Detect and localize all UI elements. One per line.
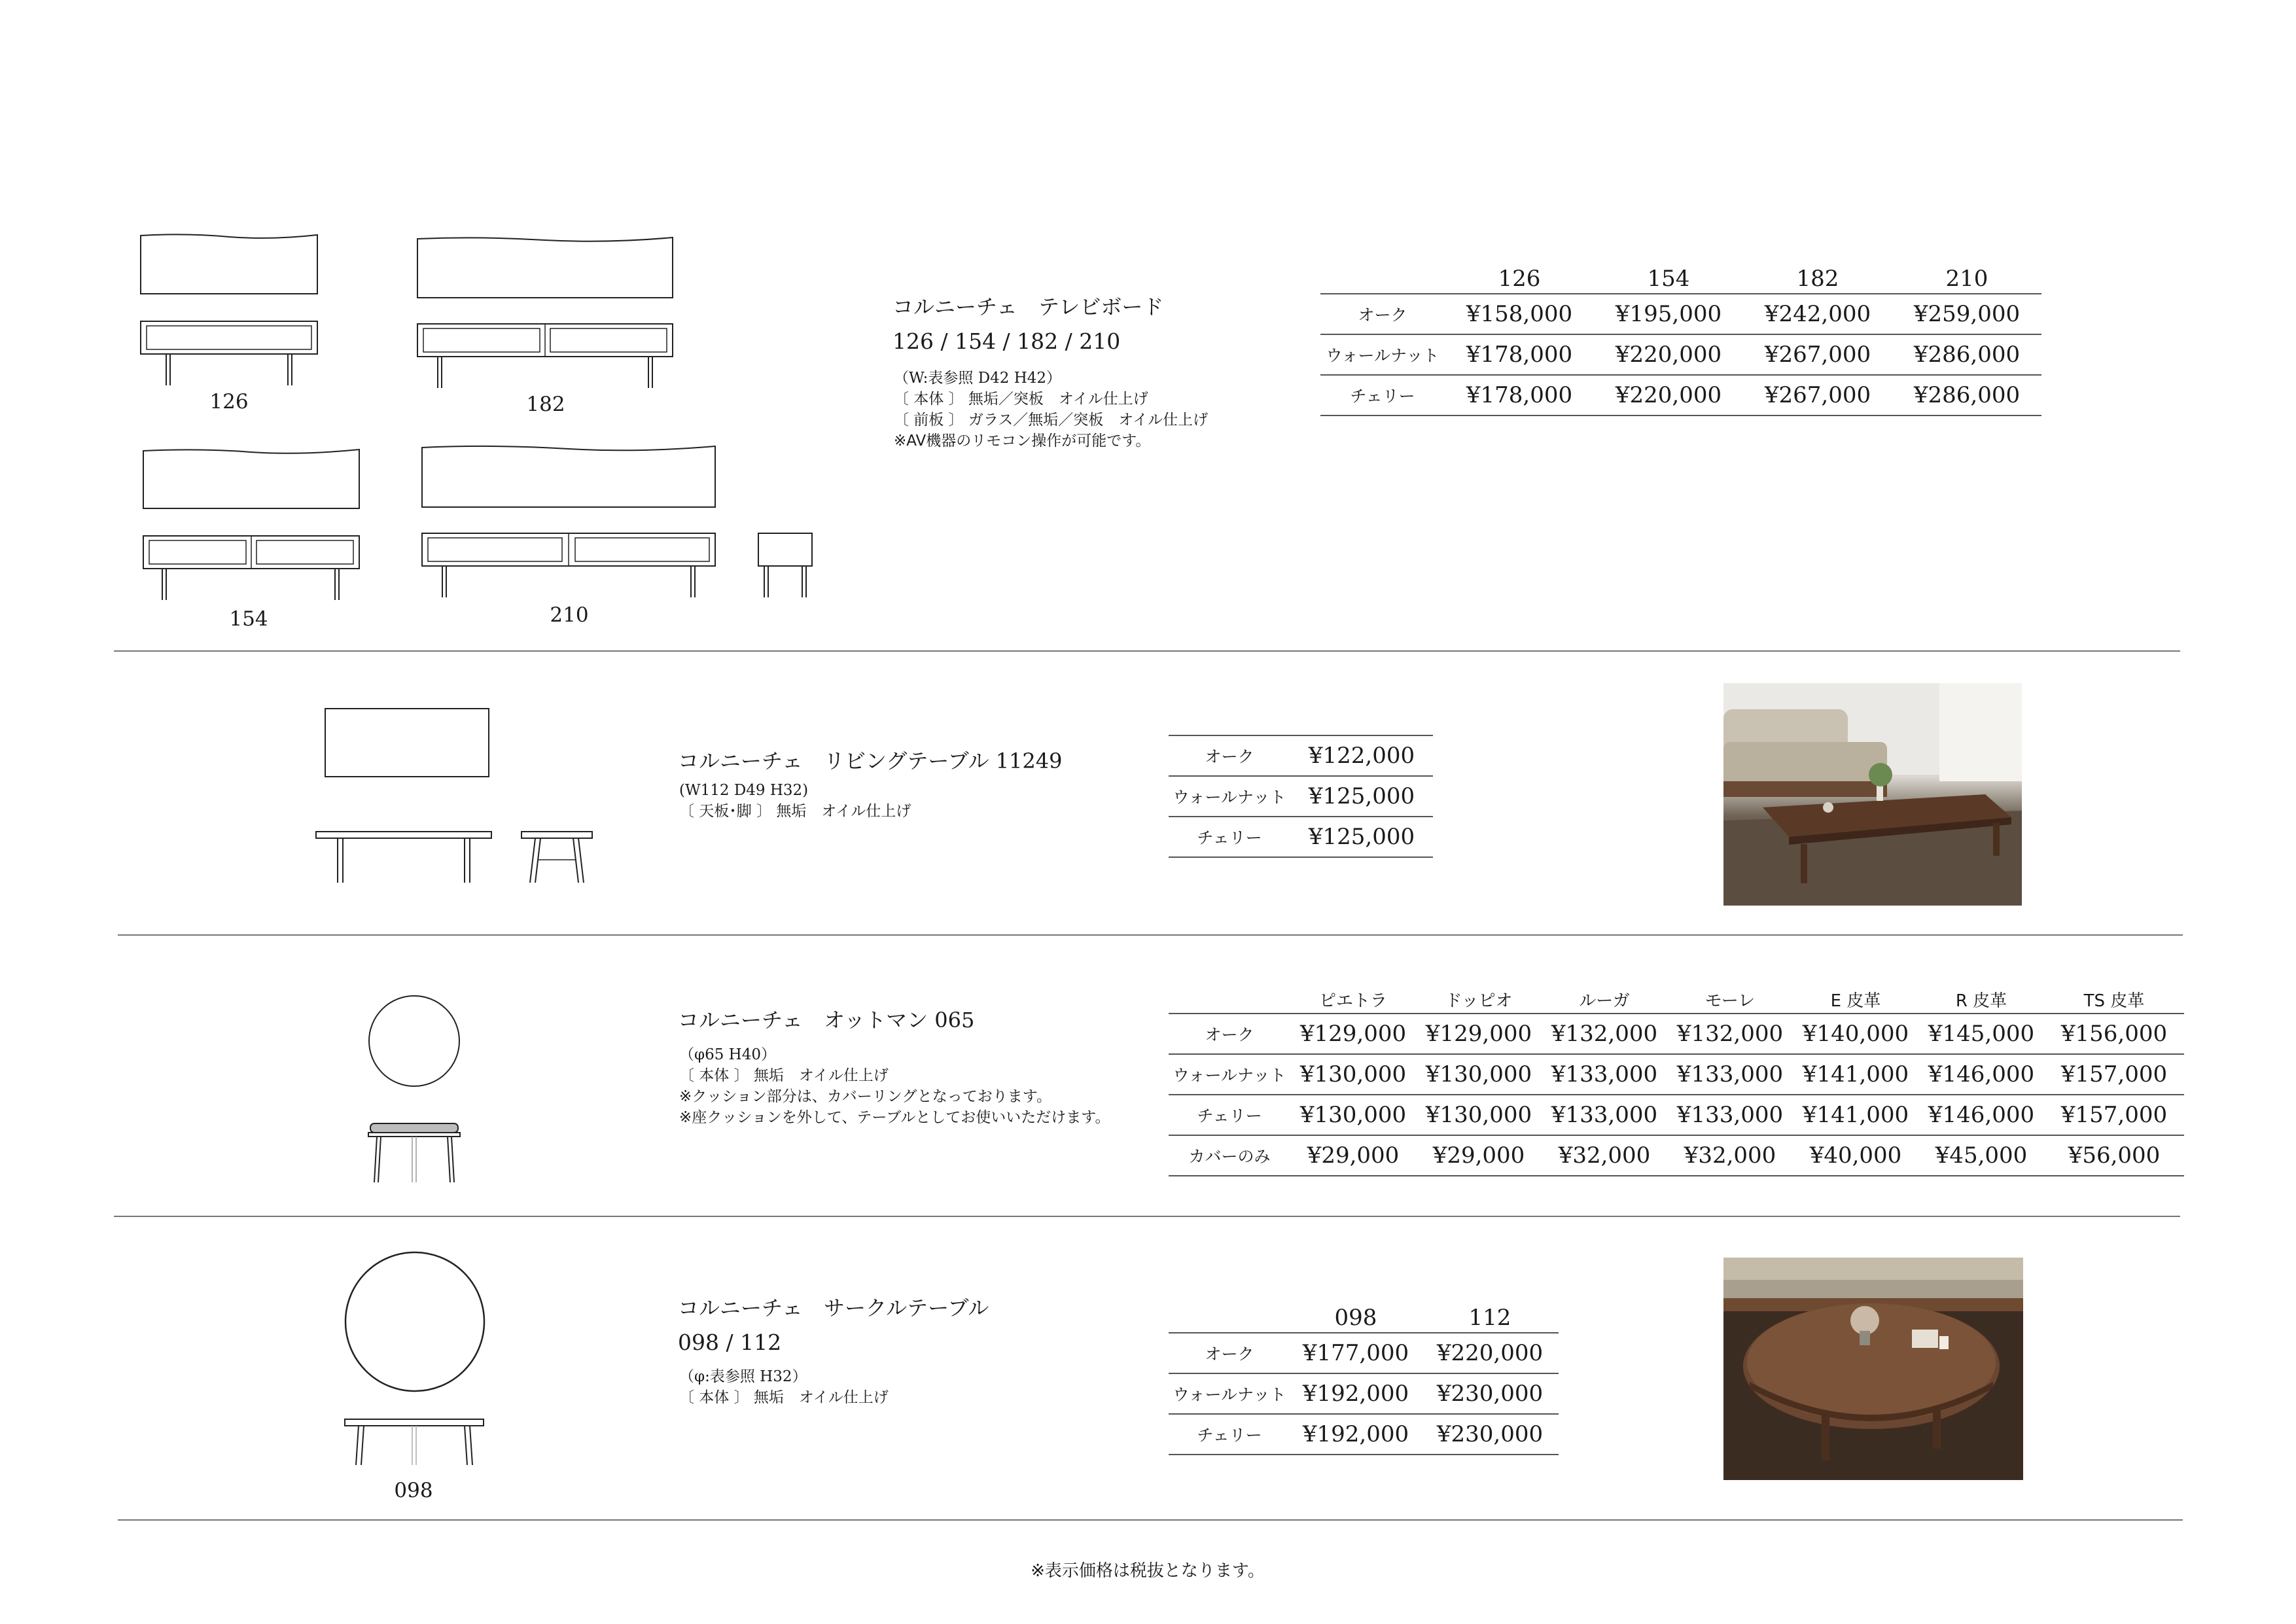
column-header: 126 <box>1498 266 1541 292</box>
price-cell: ¥130,000 <box>1299 1102 1407 1128</box>
living-table-photo <box>1723 683 2022 906</box>
circle-table-front-view <box>344 1419 484 1466</box>
table-row <box>1169 776 1433 817</box>
row-label: チェリー <box>1197 1106 1262 1125</box>
living-table-front-view <box>315 831 492 883</box>
row-label: オーク <box>1358 306 1407 325</box>
price-cell: ¥192,000 <box>1302 1381 1409 1407</box>
table-row <box>1169 1333 1559 1373</box>
tax-footnote: ※表示価格は税抜となります。 <box>1031 1561 1265 1581</box>
row-label: カバーのみ <box>1188 1147 1271 1166</box>
ottoman-title: コルニーチェ オットマン 065 <box>678 1008 975 1033</box>
spec-line: （W:表参照 D42 H42） <box>894 370 1062 387</box>
price-cell: ¥220,000 <box>1615 342 1722 368</box>
row-label: オーク <box>1205 1345 1254 1364</box>
price-cell: ¥146,000 <box>1928 1102 2035 1128</box>
row-label: チェリー <box>1197 1426 1262 1445</box>
circle-table-price-table <box>1169 1299 1559 1455</box>
tvboard-sizes: 126 / 154 / 182 / 210 <box>892 328 1121 354</box>
tvboard-126-label: 126 <box>209 390 249 414</box>
column-header: 112 <box>1468 1305 1511 1331</box>
table-row <box>1320 334 2041 375</box>
price-cell: ¥195,000 <box>1615 301 1722 327</box>
tvboard-price-table <box>1320 260 2041 416</box>
price-cell: ¥242,000 <box>1764 301 1871 327</box>
price-cell: ¥129,000 <box>1299 1021 1407 1047</box>
circle-table-photo <box>1723 1258 2023 1480</box>
spec-line: 〔 前板 〕 ガラス／無垢／突板 オイル仕上げ <box>894 412 1209 429</box>
tvboard-210-label: 210 <box>550 603 589 627</box>
ottoman-price-table <box>1169 980 2184 1176</box>
row-label: ウォールナット <box>1173 1385 1286 1404</box>
spec-line: （φ65 H40） <box>679 1046 777 1063</box>
section-divider <box>114 1216 2180 1217</box>
row-label: オーク <box>1205 1025 1254 1044</box>
price-cell: ¥125,000 <box>1308 824 1415 850</box>
section-divider <box>118 1519 2183 1521</box>
price-cell: ¥45,000 <box>1935 1142 2028 1169</box>
price-cell: ¥133,000 <box>1551 1061 1658 1087</box>
tvboard-182-label: 182 <box>526 393 565 416</box>
price-cell: ¥192,000 <box>1302 1421 1409 1447</box>
row-label: ウォールナット <box>1173 1066 1286 1085</box>
spec-line: (W112 D49 H32) <box>679 782 809 799</box>
tvboard-126-front-view <box>140 321 318 386</box>
table-row <box>1169 1414 1559 1455</box>
circle-table-sizes: 098 / 112 <box>678 1330 782 1355</box>
tvboard-154-label: 154 <box>229 607 268 631</box>
price-cell: ¥259,000 <box>1913 301 2021 327</box>
table-row <box>1320 375 2041 415</box>
column-header: 154 <box>1647 266 1690 292</box>
price-cell: ¥32,000 <box>1558 1142 1651 1169</box>
table-row <box>1320 294 2041 334</box>
column-header: 182 <box>1796 266 1839 292</box>
price-cell: ¥29,000 <box>1432 1142 1525 1169</box>
price-cell: ¥130,000 <box>1299 1061 1407 1087</box>
table-row <box>1169 1014 2184 1054</box>
spec-line: （φ:表参照 H32） <box>679 1368 807 1385</box>
ottoman-front-view <box>368 1123 461 1183</box>
price-cell: ¥156,000 <box>2060 1021 2168 1047</box>
spec-line: 〔 天板･脚 〕 無垢 オイル仕上げ <box>679 803 911 820</box>
price-cell: ¥220,000 <box>1615 382 1722 408</box>
spec-line: ※クッション部分は、カバーリングとなっております。 <box>679 1088 1051 1105</box>
tvboard-210-front-view <box>421 533 716 598</box>
tvboard-title: コルニーチェ テレビボード <box>892 294 1164 319</box>
tvboard-side-view <box>758 533 813 598</box>
tvboard-154-top-view <box>143 448 360 509</box>
section-divider <box>118 934 2183 936</box>
price-cell: ¥178,000 <box>1466 382 1573 408</box>
price-cell: ¥141,000 <box>1802 1102 1909 1128</box>
column-header: ルーガ <box>1579 991 1630 1011</box>
price-cell: ¥56,000 <box>2068 1142 2161 1169</box>
row-label: ウォールナット <box>1173 788 1286 807</box>
price-cell: ¥267,000 <box>1764 342 1871 368</box>
price-cell: ¥129,000 <box>1425 1021 1532 1047</box>
price-cell: ¥141,000 <box>1802 1061 1909 1087</box>
table-row <box>1169 1373 1559 1414</box>
column-header: 098 <box>1334 1305 1377 1331</box>
living-table-spec <box>679 780 911 822</box>
tvboard-182-front-view <box>417 323 673 389</box>
tvboard-182-top-view <box>417 236 673 298</box>
header-empty <box>1169 980 1290 1014</box>
tvboard-spec <box>894 368 1208 451</box>
tvboard-154-front-view <box>143 535 360 601</box>
price-cell: ¥40,000 <box>1809 1142 1902 1169</box>
spec-line: ※座クッションを外して、テーブルとしてお使いいただけます。 <box>679 1109 1110 1126</box>
price-cell: ¥133,000 <box>1676 1061 1784 1087</box>
circle-table-top-view <box>344 1251 486 1392</box>
tvboard-210-top-view <box>421 444 716 508</box>
price-cell: ¥29,000 <box>1307 1142 1400 1169</box>
price-cell: ¥230,000 <box>1436 1381 1544 1407</box>
section-divider <box>114 650 2180 652</box>
living-table-side-view <box>521 831 593 883</box>
column-header: TS 皮革 <box>2083 991 2145 1011</box>
ottoman-spec <box>679 1044 1110 1128</box>
ottoman-top-view <box>368 995 461 1087</box>
price-cell: ¥158,000 <box>1466 301 1573 327</box>
header-empty <box>1320 260 1445 294</box>
circle-table-title: コルニーチェ サークルテーブル <box>678 1296 989 1320</box>
table-row <box>1169 1054 2184 1095</box>
header-empty <box>1169 1299 1290 1333</box>
circle-table-drawing-label: 098 <box>394 1479 433 1502</box>
table-row <box>1169 817 1433 857</box>
price-cell: ¥125,000 <box>1308 783 1415 809</box>
row-label: オーク <box>1205 747 1254 766</box>
price-cell: ¥130,000 <box>1425 1061 1532 1087</box>
price-cell: ¥286,000 <box>1913 342 2021 368</box>
spec-line: 〔 本体 〕 無垢 オイル仕上げ <box>679 1389 889 1406</box>
price-cell: ¥133,000 <box>1676 1102 1784 1128</box>
price-cell: ¥157,000 <box>2060 1102 2168 1128</box>
table-row <box>1169 1095 2184 1135</box>
living-table-title: コルニーチェ リビングテーブル 11249 <box>678 749 1063 773</box>
column-header: モーレ <box>1704 991 1756 1011</box>
price-cell: ¥286,000 <box>1913 382 2021 408</box>
living-table-price-table <box>1169 735 1433 858</box>
column-header: R 皮革 <box>1955 991 2007 1011</box>
table-row <box>1169 735 1433 776</box>
price-cell: ¥130,000 <box>1425 1102 1532 1128</box>
table-row <box>1169 1135 2184 1176</box>
living-table-top-view <box>325 708 489 777</box>
column-header: 210 <box>1945 266 1988 292</box>
price-cell: ¥32,000 <box>1684 1142 1776 1169</box>
spec-line: 〔 本体 〕 無垢／突板 オイル仕上げ <box>894 391 1148 408</box>
price-cell: ¥177,000 <box>1302 1340 1409 1366</box>
price-cell: ¥132,000 <box>1551 1021 1658 1047</box>
spec-line: 〔 本体 〕 無垢 オイル仕上げ <box>679 1067 889 1084</box>
price-cell: ¥133,000 <box>1551 1102 1658 1128</box>
tvboard-126-top-view <box>140 233 318 294</box>
price-cell: ¥178,000 <box>1466 342 1573 368</box>
column-header: ドッピオ <box>1445 991 1513 1011</box>
price-cell: ¥140,000 <box>1802 1021 1909 1047</box>
column-header: E 皮革 <box>1830 991 1881 1011</box>
price-cell: ¥267,000 <box>1764 382 1871 408</box>
row-label: チェリー <box>1197 828 1262 847</box>
price-cell: ¥132,000 <box>1676 1021 1784 1047</box>
circle-table-spec <box>679 1366 889 1408</box>
price-cell: ¥220,000 <box>1436 1340 1544 1366</box>
price-cell: ¥146,000 <box>1928 1061 2035 1087</box>
price-cell: ¥230,000 <box>1436 1421 1544 1447</box>
price-cell: ¥145,000 <box>1928 1021 2035 1047</box>
price-cell: ¥122,000 <box>1308 743 1415 769</box>
row-label: チェリー <box>1350 387 1415 406</box>
column-header: ピエトラ <box>1318 991 1387 1011</box>
price-cell: ¥157,000 <box>2060 1061 2168 1087</box>
row-label: ウォールナット <box>1326 346 1439 365</box>
spec-line: ※AV機器のリモコン操作が可能です。 <box>894 432 1151 450</box>
